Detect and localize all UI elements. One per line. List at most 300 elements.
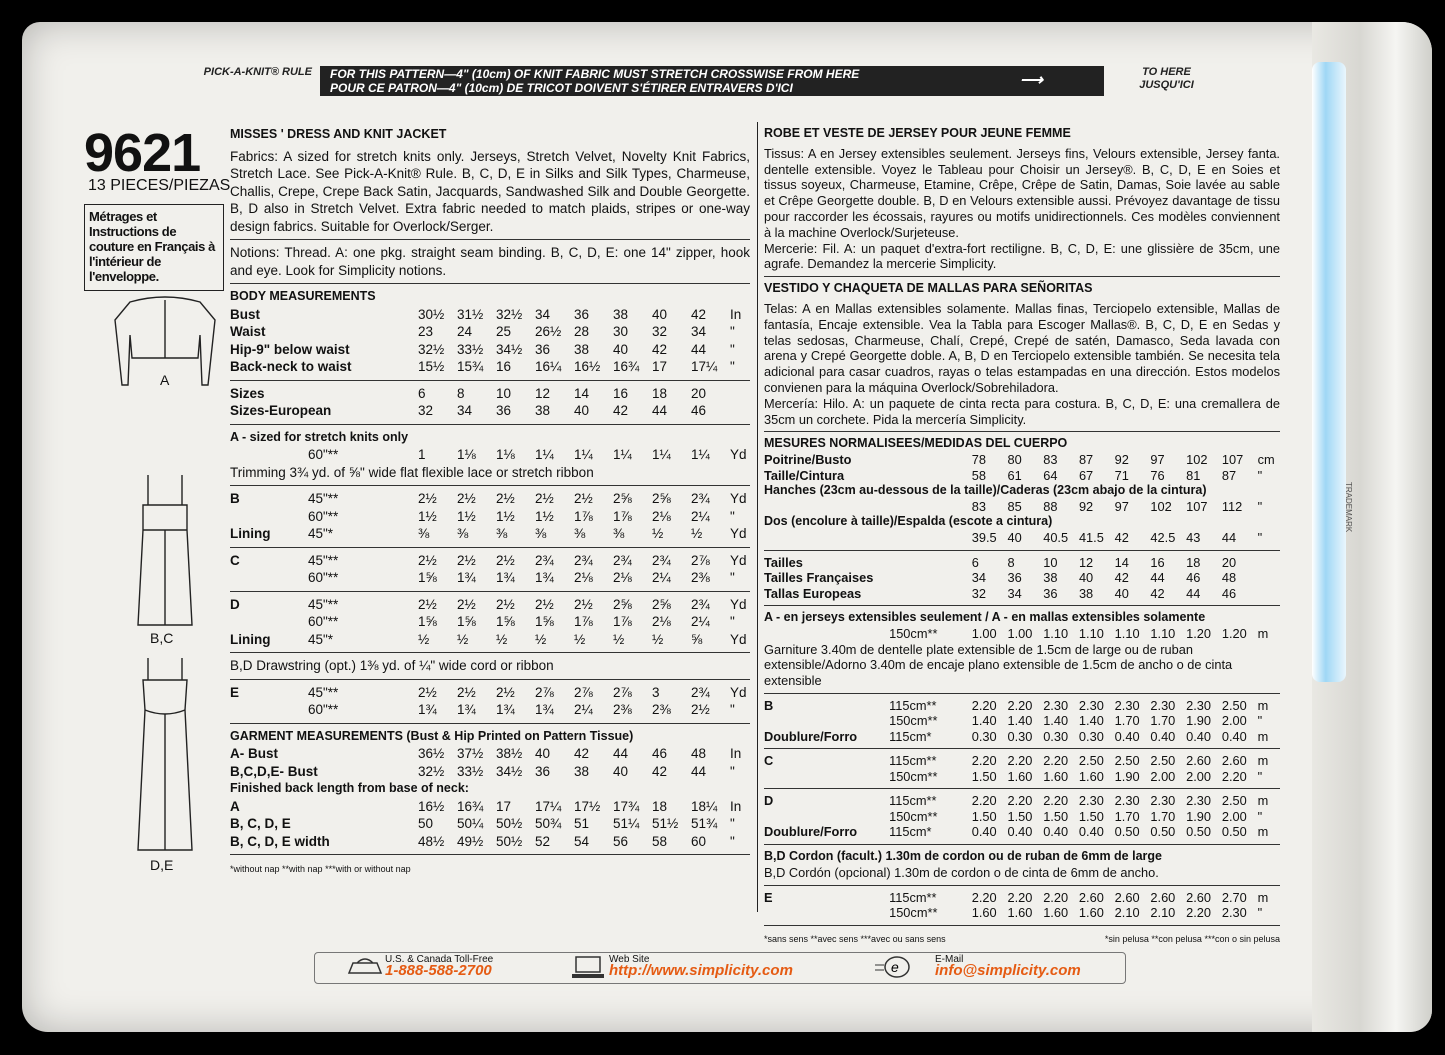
cell-value: 2.00 xyxy=(1221,808,1247,824)
cell-value: 81 xyxy=(1186,467,1201,483)
row-label xyxy=(230,613,308,631)
cell-value: ½ xyxy=(613,631,625,647)
cell-value: 0.30 xyxy=(1078,728,1104,744)
fabric-width: 60"** xyxy=(308,614,339,629)
cell-value: 1.50 xyxy=(1078,808,1104,824)
garniture-note: Garniture 3.40m de dentelle plate extensible de 1.5cm de large ou de ruban extensible/Adorno 3.40m de encaje plano extensible de 1.5cm de ancho o de cinta extensible xyxy=(764,641,1233,689)
cell-value: 2.60 xyxy=(1221,753,1247,769)
cell-value: 42 xyxy=(1150,585,1165,601)
fabric-width: 45"** xyxy=(308,684,339,700)
cell-value: ½ xyxy=(652,526,664,541)
row-label: B, C, D, E width xyxy=(230,833,330,849)
cell-value: 44 xyxy=(691,341,707,357)
cell-value: 2.20 xyxy=(971,793,997,809)
cell-value: 2¾ xyxy=(691,684,710,700)
row-label: Hip-9" below waist xyxy=(230,341,350,357)
cell-value: 32 xyxy=(971,585,986,601)
cell-value: ⅜ xyxy=(496,526,508,541)
cell-value: 20 xyxy=(1221,554,1237,570)
cell-value: 1.10 xyxy=(1043,626,1069,642)
cell-value: 2¾ xyxy=(691,491,710,506)
cell-value: 2⅞ xyxy=(535,684,554,700)
cell-value: 2½ xyxy=(418,684,437,700)
mesures-heading: MESURES NORMALISEES/MEDIDAS DEL CUERPO xyxy=(764,436,1068,451)
row-label: A xyxy=(230,798,240,814)
cell-value: 1.40 xyxy=(971,713,997,729)
cell-value: 102 xyxy=(1186,452,1208,468)
table-row xyxy=(230,613,750,631)
cell-value: ½ xyxy=(457,631,469,647)
cell-value: 42 xyxy=(652,763,668,779)
cell-value: 40 xyxy=(613,763,629,779)
cell-value: 50 xyxy=(418,816,434,831)
dos-heading: Dos (encolure à taille)/Espalda (escote a cintura) xyxy=(764,514,1053,529)
sizes-table xyxy=(230,385,750,420)
unit: m xyxy=(1257,728,1269,744)
cell-value: 51 xyxy=(574,816,590,831)
unit: In xyxy=(730,746,742,761)
cell-value: 83 xyxy=(971,498,986,514)
cell-value: 2.10 xyxy=(1114,905,1140,921)
cell-value: 38 xyxy=(574,341,590,357)
cell-value: 112 xyxy=(1221,498,1243,514)
cell-value: 88 xyxy=(1043,498,1058,514)
cell-value: 2.10 xyxy=(1150,905,1176,921)
cell-value: 2½ xyxy=(496,552,515,568)
cell-value: 42 xyxy=(613,403,629,418)
cell-value: ⅝ xyxy=(691,631,703,647)
trademark-text: TRADEMARK xyxy=(1344,482,1353,533)
cell-value: 2½ xyxy=(418,596,437,612)
table-row xyxy=(764,890,1280,906)
french-title: ROBE ET VESTE DE JERSEY POUR JEUNE FEMME xyxy=(764,126,1071,140)
cell-value: 46 xyxy=(1221,585,1237,601)
table-row xyxy=(764,530,1280,546)
row-label: Tailles Françaises xyxy=(764,570,874,586)
cell-value: 36 xyxy=(535,763,551,779)
unit: Yd xyxy=(730,596,747,612)
cell-value: 1½ xyxy=(496,508,515,524)
cell-value: 1.40 xyxy=(1078,713,1104,729)
fr-view-d-yardage xyxy=(764,793,1280,840)
cell-value: 1.10 xyxy=(1078,626,1104,642)
cell-value: 18 xyxy=(652,798,668,814)
french-spanish-column xyxy=(764,126,1280,947)
cell-value: 1¾ xyxy=(418,702,437,717)
cell-value: 23 xyxy=(418,324,434,339)
cell-value: 40 xyxy=(1007,530,1022,546)
cell-value: 2.50 xyxy=(1221,793,1247,809)
table-row xyxy=(764,452,1280,468)
table-row xyxy=(230,525,750,543)
french-tissus: Tissus: A en Jersey extensibles seulement. Jerseys fins, Velours extensible, Jersey fanta. dentelle extensible. Voyez le Tableau pour Choisir un Jersey®. B, C, D, E en Soies et tissus soyeux, Charmeuse, Etamine, Crêpe, Crêpe de Satin, Damas, Soie lavée au sable et Crêpe Georgette double. B, D en Velours extensible aussi. Prévoyez davantage de tissu pour raccorder les écossais, rayures ou motifs unidirectionnels. Ces modèles conviennent à la machine Overlock/Surjeteuse. xyxy=(764,145,1280,240)
cell-value: 1¼ xyxy=(574,447,593,462)
cell-value: 97 xyxy=(1150,452,1165,468)
cell-value: 58 xyxy=(652,833,668,849)
fabric-width: 115cm* xyxy=(889,728,932,744)
blue-stripe xyxy=(1312,62,1346,682)
cell-value: 40 xyxy=(1078,570,1094,586)
cell-value: 2.20 xyxy=(1186,905,1212,921)
cell-value: 1¾ xyxy=(535,570,554,585)
fabric-width: 115cm** xyxy=(889,793,937,809)
row-label: Tailles xyxy=(764,554,803,570)
cell-value: 2.50 xyxy=(1114,753,1140,769)
cell-value: 31½ xyxy=(457,306,484,322)
cell-value: 1.60 xyxy=(1078,768,1104,784)
cell-value: 1.60 xyxy=(971,905,997,921)
unit: Yd xyxy=(730,491,747,506)
cell-value: 2.30 xyxy=(1186,697,1212,713)
cell-value: 2⅜ xyxy=(613,702,632,717)
cell-value: 17¼ xyxy=(691,359,718,374)
cell-value: 2.20 xyxy=(1007,753,1033,769)
cell-value: 1.90 xyxy=(1114,768,1140,784)
cell-value: ½ xyxy=(418,631,430,647)
cell-value: ⅜ xyxy=(418,526,430,541)
cell-value: 32 xyxy=(652,324,668,339)
cell-value: 42 xyxy=(574,746,590,761)
to-here-en: TO HERE xyxy=(1142,66,1191,78)
cell-value: 2½ xyxy=(418,491,437,506)
row-label: C xyxy=(230,552,240,568)
drawstring-note: B,D Drawstring (opt.) 1⅜ yd. of ¼" wide cord or ribbon xyxy=(230,658,554,673)
cell-value: 14 xyxy=(574,385,590,401)
fabric-width: 150cm** xyxy=(889,905,938,921)
table-row xyxy=(764,729,1280,745)
unit: " xyxy=(730,763,735,779)
cell-value: ½ xyxy=(691,526,703,541)
cell-value: 0.40 xyxy=(1150,728,1176,744)
fr-view-b-yardage xyxy=(764,698,1280,745)
cell-value: 33½ xyxy=(457,763,484,779)
cell-value: 14 xyxy=(1114,554,1129,570)
row-label: Doublure/Forro xyxy=(764,728,858,744)
cell-value: 12 xyxy=(1078,554,1094,570)
cell-value: 8 xyxy=(1007,554,1015,570)
unit: " xyxy=(1257,905,1263,921)
cell-value: 32½ xyxy=(418,341,445,357)
table-row xyxy=(230,684,750,702)
finished-length-table xyxy=(230,798,750,851)
cell-value: 16 xyxy=(496,359,512,374)
cell-value: 2½ xyxy=(457,684,476,700)
cell-value: 2⅝ xyxy=(613,491,632,506)
row-label xyxy=(230,446,308,464)
cell-value: 46 xyxy=(1186,570,1201,586)
web-link[interactable]: http://www.simplicity.com xyxy=(609,962,793,979)
cell-value: 44 xyxy=(691,763,707,779)
row-label: B, C, D, E xyxy=(230,816,291,831)
cell-value: 40.5 xyxy=(1043,530,1069,546)
cell-value: 102 xyxy=(1150,498,1172,514)
unit: m xyxy=(1257,626,1269,642)
english-notions: Notions: Thread. A: one pkg. straight seam binding. B, C, D, E: one 14" zipper, hook and eye. Look for Simplicity notions. xyxy=(230,245,750,278)
cell-value: 61 xyxy=(1007,467,1022,483)
cell-value: 25 xyxy=(496,324,512,339)
cell-value: 2.20 xyxy=(1043,793,1069,809)
cell-value: 16½ xyxy=(574,359,601,374)
table-row xyxy=(230,385,750,403)
cell-value: 40 xyxy=(535,746,551,761)
unit: cm xyxy=(1257,452,1275,468)
cell-value: 30 xyxy=(613,324,629,339)
cell-value: 0.40 xyxy=(1078,824,1104,840)
unit: In xyxy=(730,798,742,814)
cell-value: 42 xyxy=(652,341,668,357)
unit: Yd xyxy=(730,447,747,462)
cell-value: 39.5 xyxy=(971,530,997,546)
unit: Yd xyxy=(730,631,747,647)
cell-value: 49½ xyxy=(457,833,484,849)
cell-value: 1.10 xyxy=(1150,626,1176,642)
cell-value: 2.00 xyxy=(1186,768,1212,784)
french-footnote: *sans sens **avec sens ***avec ou sans sens xyxy=(764,933,946,944)
row-label: Lining xyxy=(230,526,271,541)
fabric-width: 60"** xyxy=(308,508,339,524)
cell-value: 92 xyxy=(1078,498,1094,514)
body-measurements-table xyxy=(230,306,750,376)
table-row xyxy=(230,815,750,833)
cell-value: 2⅜ xyxy=(691,570,710,585)
cell-value: 34½ xyxy=(496,341,523,357)
row-label: Sizes xyxy=(230,385,265,401)
sketch-label-a: A xyxy=(160,372,170,388)
cell-value: 78 xyxy=(971,452,986,468)
french-mercerie: Mercerie: Fil. A: un paquet d'extra-fort rectiligne. B, C, D, E: une glissière de 35cm, une agrafe. Demandez la mercerie Simplicity. xyxy=(764,240,1280,272)
cell-value: 54 xyxy=(574,833,590,849)
table-row xyxy=(764,499,1280,515)
cell-value: 38 xyxy=(1078,585,1094,601)
cell-value: 2⅛ xyxy=(652,614,671,629)
email-link[interactable]: info@simplicity.com xyxy=(935,962,1081,979)
spanish-footnote: *sin pelusa **con pelusa ***con o sin pelusa xyxy=(1104,933,1280,944)
cell-value: 2¼ xyxy=(691,614,710,629)
cell-value: 10 xyxy=(1043,554,1058,570)
cell-value: 0.50 xyxy=(1150,824,1176,840)
cell-value: 1¼ xyxy=(652,447,671,462)
unit xyxy=(730,385,750,403)
row-label xyxy=(230,701,308,719)
cell-value: 34 xyxy=(1007,585,1022,601)
table-row xyxy=(764,905,1280,921)
row-label xyxy=(230,569,308,587)
cell-value: 2.20 xyxy=(1007,793,1033,809)
cell-value: 18 xyxy=(652,385,668,401)
cell-value: 34 xyxy=(971,570,986,586)
cell-value: 2⅛ xyxy=(574,570,593,585)
table-row xyxy=(764,753,1280,769)
cell-value: 34½ xyxy=(496,763,523,779)
cell-value: 17¾ xyxy=(613,798,640,814)
cell-value: 1½ xyxy=(418,508,437,524)
cell-value: 1¼ xyxy=(613,447,632,462)
phone-label: U.S. & Canada Toll-Free xyxy=(385,954,494,965)
rule-line-fr: POUR CE PATRON—4" (10cm) DE TRICOT DOIVENT S'ÉTIRER ENTRAVERS D'ICI xyxy=(330,81,793,95)
cell-value: 36 xyxy=(535,341,551,357)
cell-value: 60 xyxy=(691,833,707,849)
cell-value: 1⅝ xyxy=(535,614,554,629)
cell-value: ½ xyxy=(496,631,508,647)
unit xyxy=(730,402,750,420)
cell-value: 1.50 xyxy=(971,768,997,784)
unit: In xyxy=(730,306,742,322)
row-label: Taille/Cintura xyxy=(764,467,845,483)
cell-value: 2.20 xyxy=(1007,697,1033,713)
fabric-width: 45"** xyxy=(308,491,339,506)
cell-value: 1⅝ xyxy=(418,570,437,585)
table-row xyxy=(230,763,750,781)
view-a-yardage xyxy=(230,446,750,464)
envelope-back xyxy=(22,22,1432,1032)
cell-value: 51¾ xyxy=(691,816,718,831)
cell-value: 12 xyxy=(535,385,551,401)
unit: m xyxy=(1257,793,1269,809)
cell-value: 67 xyxy=(1078,467,1094,483)
cell-value: 38 xyxy=(1043,570,1058,586)
row-label: B xyxy=(764,697,774,713)
phone-number[interactable]: 1-888-588-2700 xyxy=(385,962,492,979)
row-label: A- Bust xyxy=(230,746,278,761)
cell-value: 26½ xyxy=(535,324,562,339)
mesures-table xyxy=(764,452,1280,483)
cell-value: 50¼ xyxy=(457,816,484,831)
cell-value: 48½ xyxy=(418,833,445,849)
cell-value: 2¾ xyxy=(535,552,554,568)
row-label: B xyxy=(230,491,240,506)
pick-a-knit-rule xyxy=(182,66,1227,96)
cell-value: 1.60 xyxy=(1007,768,1033,784)
cell-value: 1¾ xyxy=(496,702,515,717)
english-fabrics: Fabrics: A sized for stretch knits only. Jerseys, Stretch Velvet, Novelty Knit Fabrics, Stretch Lace. See Pick-A-Knit® Rule. B, C, D, E in Silks and Silk Types, Charmeuse, Challis, Crepe, Crepe Back Satin, Jacquards, Sandwashed Silk and Double Georgette. B, D also in Stretch Velvet. Extra fabric needed to match plaids, stripes or one-way design fabrics. Suitable for Overlock/Serger. xyxy=(230,148,750,234)
cell-value: 6 xyxy=(971,554,979,570)
unit: m xyxy=(1257,753,1269,769)
cell-value: 41.5 xyxy=(1078,530,1104,546)
cell-value: 2.30 xyxy=(1221,905,1247,921)
cell-value: 2½ xyxy=(535,491,554,506)
cell-value: 2⅛ xyxy=(652,508,671,524)
table-row xyxy=(230,552,750,570)
cell-value: 1.70 xyxy=(1114,808,1140,824)
cell-value: 107 xyxy=(1186,498,1208,514)
cell-value: 2.50 xyxy=(1078,753,1104,769)
cell-value: 2½ xyxy=(574,491,593,506)
row-label: Sizes-European xyxy=(230,403,332,418)
view-e-yardage xyxy=(230,684,750,719)
cell-value: 1.20 xyxy=(1186,626,1212,642)
cell-value: 2.30 xyxy=(1150,793,1176,809)
cell-value: 17 xyxy=(496,798,512,814)
table-row xyxy=(764,809,1280,825)
cell-value: 1¼ xyxy=(535,447,554,462)
cell-value: 2⅞ xyxy=(691,552,710,568)
rule-bar xyxy=(320,66,1227,96)
hanches-table xyxy=(764,499,1280,515)
row-label: Back-neck to waist xyxy=(230,359,352,374)
cell-value: 2¼ xyxy=(652,570,671,585)
row-label: Bust xyxy=(230,306,260,322)
cell-value: 1⅞ xyxy=(574,508,593,524)
cell-value: 44 xyxy=(1150,570,1165,586)
view-c-yardage xyxy=(230,552,750,587)
cell-value: 71 xyxy=(1114,467,1129,483)
garment-measurements-heading: GARMENT MEASUREMENTS (Bust & Hip Printed on Pattern Tissue) xyxy=(230,728,634,743)
cell-value: 52 xyxy=(535,833,551,849)
view-a-heading: A - sized for stretch knits only xyxy=(230,429,409,444)
cell-value: 46 xyxy=(691,403,707,418)
cell-value: ½ xyxy=(574,631,586,647)
row-label xyxy=(764,809,889,825)
cell-value: 1.60 xyxy=(1007,905,1033,921)
cordon-es: B,D Cordón (opcional) 1.30m de cordon o de cinta de 6mm de ancho. xyxy=(764,864,1159,880)
cell-value: 2⅛ xyxy=(613,570,632,585)
row-label xyxy=(230,508,308,526)
cell-value: 1.00 xyxy=(1007,626,1033,642)
table-row xyxy=(230,341,750,359)
cell-value: 0.50 xyxy=(1221,824,1247,840)
cell-value: 16 xyxy=(613,385,629,401)
finished-length-heading: Finished back length from base of neck: xyxy=(230,781,469,795)
contact-strip xyxy=(314,952,1126,984)
row-label xyxy=(764,713,889,729)
cell-value: 1.70 xyxy=(1114,713,1140,729)
cell-value: 1.10 xyxy=(1114,626,1140,642)
row-label: E xyxy=(230,684,240,700)
cell-value: 2¾ xyxy=(652,552,671,568)
cell-value: 16¾ xyxy=(613,359,640,374)
dos-table xyxy=(764,530,1280,546)
cell-value: 16¼ xyxy=(535,359,562,374)
cell-value: 1½ xyxy=(457,508,476,524)
cell-value: 1¾ xyxy=(457,702,476,717)
spanish-merceria: Mercería: Hilo. A: un paquete de cinta recta para costura. B, C, D, E: una cremallera de 35cm un corchete. Pida la mercería Simplicity. xyxy=(764,395,1280,427)
unit: " xyxy=(1257,498,1263,514)
cell-value: 1⅝ xyxy=(496,614,515,629)
table-row xyxy=(230,446,750,464)
fr-es-footnotes xyxy=(764,932,1280,948)
cell-value: 2½ xyxy=(457,491,476,506)
cell-value: 28 xyxy=(574,324,590,339)
computer-icon xyxy=(570,955,606,979)
fabric-width: 150cm** xyxy=(889,808,938,824)
cell-value: 0.50 xyxy=(1114,824,1140,840)
fabric-width: 115cm* xyxy=(889,824,932,840)
table-row xyxy=(230,490,750,508)
cell-value: 1.50 xyxy=(1007,808,1033,824)
cell-value: 20 xyxy=(691,385,707,401)
cell-value: 42.5 xyxy=(1150,530,1176,546)
cell-value: 2¾ xyxy=(691,596,710,612)
cell-value: 80 xyxy=(1007,452,1022,468)
cell-value: 2.60 xyxy=(1186,753,1212,769)
cell-value: 18¼ xyxy=(691,798,718,814)
cell-value: 64 xyxy=(1043,467,1058,483)
web-label: Web Site xyxy=(609,954,650,965)
cell-value: 83 xyxy=(1043,452,1058,468)
cell-value: 15½ xyxy=(418,359,445,374)
cell-value: 85 xyxy=(1007,498,1022,514)
row-label xyxy=(764,626,889,642)
sketch-label-de: D,E xyxy=(150,857,174,873)
cell-value: 42 xyxy=(1114,530,1129,546)
table-row xyxy=(764,793,1280,809)
cell-value: 1 xyxy=(418,447,426,462)
table-row xyxy=(230,596,750,614)
cell-value: 40 xyxy=(574,403,590,418)
cell-value: 1.60 xyxy=(1078,905,1104,921)
cell-value: 2½ xyxy=(691,702,710,717)
fabric-width: 60"** xyxy=(308,702,339,717)
